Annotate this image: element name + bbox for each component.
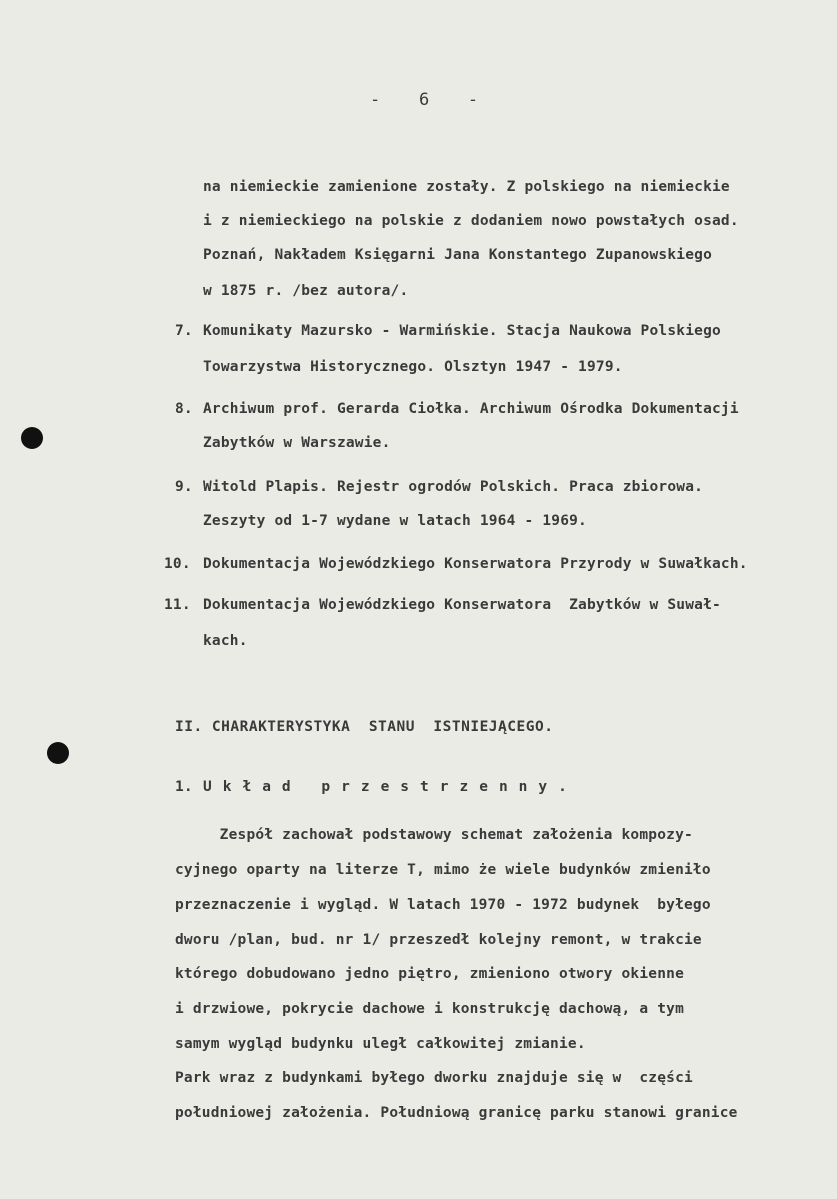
ref-line: Dokumentacja Wojewódzkiego Konserwatora Zabytków w Suwał- [203, 597, 721, 613]
subsection-number: 1. [175, 779, 193, 795]
ref-number: 10. [164, 556, 191, 572]
ref-line: Dokumentacja Wojewódzkiego Konserwatora Przyrody w Suwałkach. [203, 556, 748, 572]
ref-cont-line: na niemieckie zamienione zostały. Z polskiego na niemieckie [203, 179, 730, 195]
ref-cont-line: i z niemieckiego na polskie z dodaniem nowo powstałych osad. [203, 213, 739, 229]
ref-line: Komunikaty Mazursko - Warmińskie. Stacja Naukowa Polskiego [203, 323, 721, 339]
ref-line: Archiwum prof. Gerarda Ciołka. Archiwum Ośrodka Dokumentacji [203, 401, 739, 417]
body-line: Park wraz z budynkami byłego dworku znajduje się w części [175, 1070, 693, 1086]
ref-line: kach. [203, 633, 248, 649]
ref-number: 11. [164, 597, 191, 613]
body-line: przeznaczenie i wygląd. W latach 1970 - 1972 budynek byłego [175, 897, 711, 913]
punch-hole-top [21, 427, 43, 449]
ref-line: Zeszyty od 1-7 wydane w latach 1964 - 1969. [203, 513, 587, 529]
ref-number: 9. [175, 479, 193, 495]
punch-hole-bottom [47, 742, 69, 764]
body-line: samym wygląd budynku uległ całkowitej zmianie. [175, 1036, 586, 1052]
body-line: południowej założenia. Południową granicę parku stanowi granice [175, 1105, 738, 1121]
section-heading: II. CHARAKTERYSTYKA STANU ISTNIEJĄCEGO. [175, 719, 554, 735]
ref-cont-line: Poznań, Nakładem Księgarni Jana Konstantego Zupanowskiego [203, 247, 712, 263]
ref-line: Towarzystwa Historycznego. Olsztyn 1947 - 1979. [203, 359, 623, 375]
page-number: - 6 - [370, 90, 481, 110]
ref-line: Zabytków w Warszawie. [203, 435, 391, 451]
subsection-title: Układ przestrzenny. [203, 779, 578, 795]
ref-number: 8. [175, 401, 193, 417]
body-line: cyjnego oparty na literze T, mimo że wiele budynków zmieniło [175, 862, 711, 878]
ref-number: 7. [175, 323, 193, 339]
ref-cont-line: w 1875 r. /bez autora/. [203, 283, 409, 299]
body-line: dworu /plan, bud. nr 1/ przeszedł kolejny remont, w trakcie [175, 932, 702, 948]
body-line: którego dobudowano jedno piętro, zmieniono otwory okienne [175, 966, 684, 982]
ref-line: Witold Plapis. Rejestr ogrodów Polskich. Praca zbiorowa. [203, 479, 704, 495]
body-line: i drzwiowe, pokrycie dachowe i konstrukcję dachową, a tym [175, 1001, 684, 1017]
body-line: Zespół zachował podstawowy schemat założenia kompozy- [175, 827, 693, 843]
